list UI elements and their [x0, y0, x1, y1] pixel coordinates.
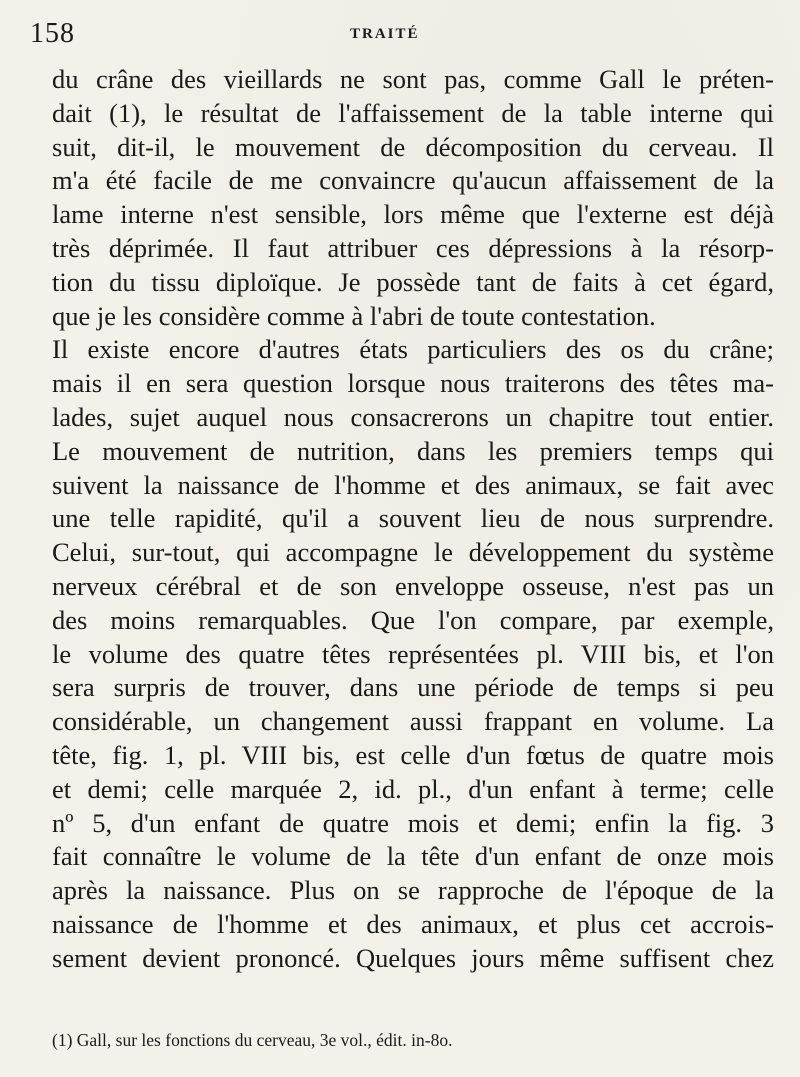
text-line: fait connaître le volume de la tête d'un enfant de onze mois	[52, 841, 774, 872]
page-number: 158	[30, 18, 75, 49]
text-line: très déprimée. Il faut attribuer ces dépressions à la résorp-	[52, 232, 774, 263]
text-line: mais il en sera question lorsque nous traiterons des têtes ma-	[52, 368, 774, 399]
text-line: sement devient prononcé. Quelques jours même suffisent chez	[52, 942, 774, 973]
running-title: TRAITÉ	[350, 26, 420, 42]
text-line: Celui, sur-tout, qui accompagne le développement du système	[52, 537, 774, 568]
text-line: une telle rapidité, qu'il a souvent lieu de nous surprendre.	[52, 503, 774, 534]
text-line: m'a été facile de me convaincre qu'aucun affaissement de la	[52, 165, 774, 196]
text-line: Le mouvement de nutrition, dans les premiers temps qui	[52, 435, 774, 466]
text-line: et demi; celle marquée 2, id. pl., d'un enfant à terme; celle	[52, 773, 774, 804]
text-line: tion du tissu diploïque. Je possède tant de faits à cet égard,	[52, 266, 774, 297]
text-line: nº 5, d'un enfant de quatre mois et demi; enfin la fig. 3	[52, 807, 774, 838]
text-line: sera surpris de trouver, dans une période de temps si peu	[52, 672, 774, 703]
text-line: suit, dit-il, le mouvement de décomposition du cerveau. Il	[52, 131, 774, 162]
text-line: considérable, un changement aussi frappant en volume. La	[52, 706, 774, 737]
text-line: tête, fig. 1, pl. VIII bis, est celle d'un fœtus de quatre mois	[52, 739, 774, 770]
text-line: des moins remarquables. Que l'on compare, par exemple,	[52, 604, 774, 635]
text-line: que je les considère comme à l'abri de toute contestation.	[52, 300, 656, 331]
text-line: du crâne des vieillards ne sont pas, comme Gall le préten-	[52, 64, 774, 94]
page-header	[30, 18, 772, 58]
body-text	[52, 63, 774, 976]
text-line: lades, sujet auquel nous consacrerons un chapitre tout entier.	[52, 401, 774, 432]
text-line: dait (1), le résultat de l'affaissement de la table interne qui	[52, 97, 774, 128]
text-line: lame interne n'est sensible, lors même que l'externe est déjà	[52, 199, 774, 230]
text-line: après la naissance. Plus on se rapproche de l'époque de la	[52, 875, 774, 906]
text-line: le volume des quatre têtes représentées pl. VIII bis, et l'on	[52, 638, 774, 669]
text-line: suivent la naissance de l'homme et des animaux, se fait avec	[52, 469, 774, 500]
footnote: (1) Gall, sur les fonctions du cerveau, 3e vol., édit. in-8o.	[52, 1030, 453, 1050]
text-line: Il existe encore d'autres états particuliers des os du crâne;	[52, 334, 774, 365]
text-line: nerveux cérébral et de son enveloppe osseuse, n'est pas un	[52, 570, 774, 601]
text-line: naissance de l'homme et des animaux, et plus cet accrois-	[52, 908, 774, 939]
